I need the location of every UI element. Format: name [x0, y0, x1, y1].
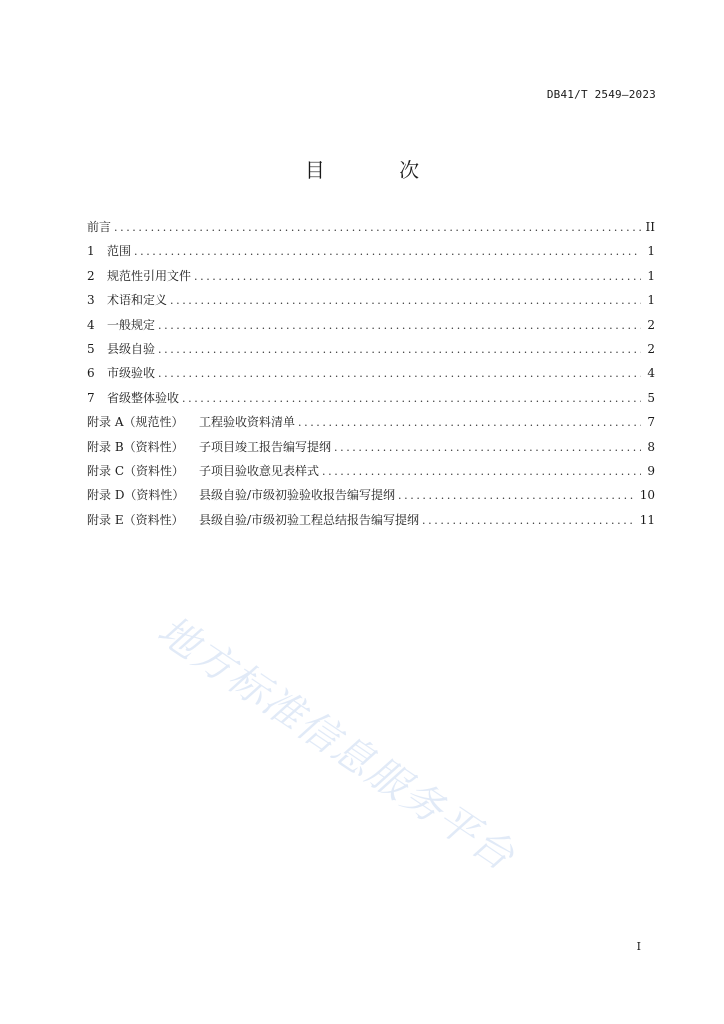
toc-item-label: 县级自验 — [107, 341, 156, 356]
toc-item-page: 1 — [647, 293, 655, 308]
toc-item-label: 前言 — [87, 220, 112, 234]
toc-item-label: 术语和定义 — [107, 293, 168, 308]
toc-item-scope[interactable] — [87, 242, 655, 266]
toc-item-foreword[interactable] — [87, 218, 655, 242]
dot-leader — [422, 514, 636, 527]
dot-leader — [170, 294, 641, 307]
watermark: 地方标准信息服务平台 — [149, 607, 524, 881]
toc-item-page: 10 — [639, 488, 655, 503]
toc-item-page: 7 — [647, 415, 655, 430]
toc-item-number: 5 — [87, 341, 95, 356]
dot-leader — [134, 245, 641, 258]
toc-item-label: 范围 — [107, 244, 132, 259]
page-title: 目 次 — [304, 158, 454, 182]
appendix-label: 县级自验/市级初验工程总结报告编写提纲 — [199, 512, 420, 527]
toc-item-page: 4 — [647, 366, 655, 381]
toc-item-label: 省级整体验收 — [107, 390, 180, 405]
toc-appendix-a[interactable] — [87, 413, 655, 437]
document-code: DB41/T 2549—2023 — [546, 88, 656, 101]
toc-item-page: 9 — [647, 463, 655, 478]
appendix-label: 县级自验/市级初验验收报告编写提纲 — [199, 488, 396, 503]
toc-item-page: 8 — [647, 439, 655, 454]
toc-item-county[interactable] — [87, 340, 655, 364]
appendix-prefix: 附录 A（规范性） — [87, 415, 184, 430]
appendix-prefix: 附录 B（资料性） — [87, 439, 184, 454]
toc-item-page: 1 — [647, 244, 655, 259]
toc-item-page: 2 — [647, 341, 655, 356]
toc-appendix-e[interactable] — [87, 511, 655, 535]
toc-item-page: II — [645, 220, 655, 234]
dot-leader — [322, 465, 641, 478]
toc-item-number: 2 — [87, 268, 95, 283]
dot-leader — [182, 392, 641, 405]
toc-item-label: 规范性引用文件 — [107, 268, 192, 283]
toc-item-label: 一般规定 — [107, 317, 156, 332]
dot-leader — [298, 416, 641, 429]
toc-item-general[interactable] — [87, 316, 655, 340]
dot-leader — [194, 270, 641, 283]
toc-item-number: 4 — [87, 317, 95, 332]
page-number: I — [636, 940, 641, 953]
toc-item-normative-references[interactable] — [87, 267, 655, 291]
appendix-label: 工程验收资料清单 — [199, 415, 296, 430]
dot-leader — [158, 367, 641, 380]
appendix-prefix: 附录 D（资料性） — [87, 488, 185, 503]
toc-appendix-b[interactable] — [87, 438, 655, 462]
appendix-prefix: 附录 E（资料性） — [87, 512, 184, 527]
table-of-contents — [87, 218, 655, 535]
dot-leader — [158, 343, 641, 356]
toc-item-page: 1 — [647, 268, 655, 283]
appendix-label: 子项目验收意见表样式 — [199, 463, 320, 478]
toc-item-province[interactable] — [87, 389, 655, 413]
toc-item-terms[interactable] — [87, 291, 655, 315]
appendix-prefix: 附录 C（资料性） — [87, 463, 184, 478]
toc-appendix-c[interactable] — [87, 462, 655, 486]
toc-item-page: 11 — [639, 512, 655, 527]
dot-leader — [334, 441, 641, 454]
toc-item-number: 3 — [87, 293, 95, 308]
toc-appendix-d[interactable] — [87, 486, 655, 510]
dot-leader — [114, 221, 641, 234]
toc-item-city[interactable] — [87, 364, 655, 388]
toc-item-number: 6 — [87, 366, 95, 381]
dot-leader — [398, 489, 636, 502]
toc-item-label: 市级验收 — [107, 366, 156, 381]
toc-item-page: 2 — [647, 317, 655, 332]
toc-item-page: 5 — [647, 390, 655, 405]
appendix-label: 子项目竣工报告编写提纲 — [199, 439, 332, 454]
toc-item-number: 7 — [87, 390, 95, 405]
toc-item-number: 1 — [87, 244, 95, 259]
dot-leader — [158, 319, 641, 332]
